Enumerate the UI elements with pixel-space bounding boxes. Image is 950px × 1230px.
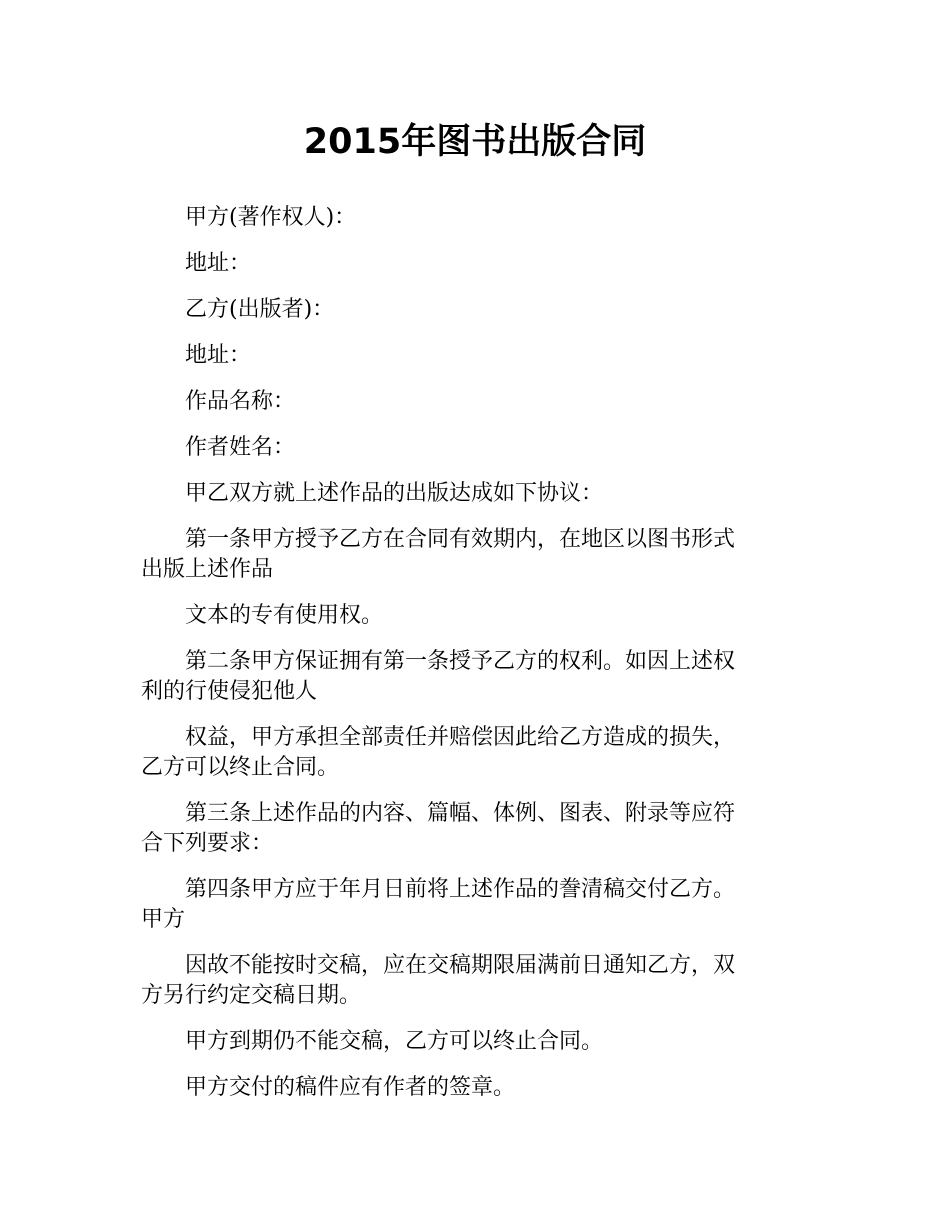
contract-paragraph (141, 387, 809, 417)
document-body (141, 203, 809, 1119)
paragraph-line: 权益，甲方承担全部责任并赔偿因此给乙方造成的损失， (185, 725, 736, 750)
paragraph-line: 第四条甲方应于年月日前将上述作品的誊清稿交付乙方。 (185, 877, 736, 902)
contract-paragraph (141, 601, 809, 631)
contract-paragraph (141, 1073, 809, 1103)
paragraph-line: 甲方交付的稿件应有作者的签章。 (185, 1075, 516, 1100)
contract-paragraph (141, 341, 809, 371)
contract-paragraph (141, 295, 809, 325)
paragraph-line: 作者姓名： (185, 435, 296, 460)
paragraph-line: 甲方到期仍不能交稿，乙方可以终止合同。 (185, 1029, 604, 1054)
contract-paragraph (141, 647, 809, 707)
paragraph-line: 第二条甲方保证拥有第一条授予乙方的权利。如因上述权 (185, 649, 736, 674)
paragraph-line: 地址： (185, 343, 252, 368)
contract-paragraph (141, 951, 809, 1011)
contract-paragraph (141, 525, 809, 585)
contract-paragraph (141, 799, 809, 859)
document-title: 2015年图书出版合同 (303, 122, 647, 162)
paragraph-line: 乙方可以终止合同。 (141, 755, 340, 780)
paragraph-line: 甲方(著作权人)： (185, 205, 357, 230)
contract-paragraph (141, 479, 809, 509)
paragraph-line: 乙方(出版者)： (185, 297, 335, 322)
contract-paragraph (141, 203, 809, 233)
paragraph-line: 作品名称： (185, 389, 296, 414)
paragraph-line: 第一条甲方授予乙方在合同有效期内，在地区以图书形式 (185, 527, 736, 552)
contract-paragraph (141, 723, 809, 783)
paragraph-line: 利的行使侵犯他人 (141, 679, 318, 704)
paragraph-line: 甲方 (141, 907, 186, 932)
paragraph-line: 因故不能按时交稿，应在交稿期限届满前日通知乙方，双 (185, 953, 736, 978)
paragraph-line: 合下列要求： (141, 831, 274, 856)
contract-paragraph (141, 249, 809, 279)
contract-paragraph (141, 1027, 809, 1057)
paragraph-line: 地址： (185, 251, 252, 276)
paragraph-line: 甲乙双方就上述作品的出版达成如下协议： (185, 481, 604, 506)
paragraph-line: 文本的专有使用权。 (185, 603, 384, 628)
paragraph-line: 第三条上述作品的内容、篇幅、体例、图表、附录等应符 (185, 801, 736, 826)
contract-paragraph (141, 433, 809, 463)
paragraph-line: 方另行约定交稿日期。 (141, 983, 362, 1008)
contract-paragraph (141, 875, 809, 935)
paragraph-line: 出版上述作品 (141, 557, 274, 582)
